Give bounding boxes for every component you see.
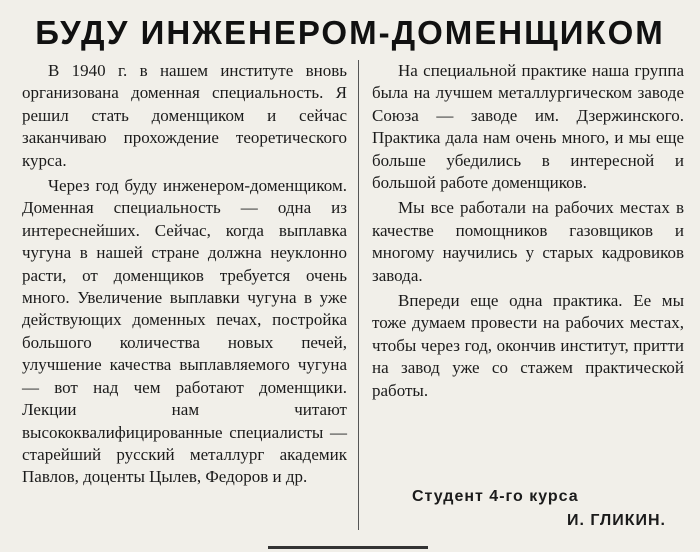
author-name: И. ГЛИКИН. xyxy=(566,512,666,529)
author-role: Студент 4-го курса xyxy=(412,488,579,505)
right-column xyxy=(372,60,684,402)
left-column xyxy=(22,60,347,489)
article-headline: БУДУ ИНЖЕНЕРОМ-ДОМЕНЩИКОМ xyxy=(35,14,665,51)
paragraph: Впереди еще одна практика. Ее мы тоже думаем провести на рабочих местах, чтобы через год, окончив институт, притти на завод уже со стажем практической работы. xyxy=(372,291,684,400)
paragraph: Мы все работали на рабочих местах в качестве помощников газовщиков и многому научились у старых кадровиков завода. xyxy=(372,198,684,285)
paragraph: В 1940 г. в нашем институте вновь организована доменная специальность. Я решил стать доменщиком и сейчас заканчиваю прохождение теоретического курса. xyxy=(22,61,347,170)
paragraph: Через год буду инженером-доменщиком. Доменная специальность — одна из интереснейших. Сейчас, когда выплавка чугуна в нашей стране должна неуклонно расти, от доменщиков требуется очень много. Увеличение выплавки чугуна в уже действующих доменных печах, постройка большого количества новых печей, улучшение качества выплавляемого чугуна — вот над чем работают доменщики. Лекции нам читают высококвалифицированные специалисты — старейший русский металлург академик Павлов, доценты Цылев, Федоров и др. xyxy=(22,176,347,487)
column-divider xyxy=(358,60,359,530)
paragraph: На специальной практике наша группа была на лучшем металлургическом заводе Союза — заводе им. Дзержинского. Практика дала нам очень много, и мы еще больше убедились в интересной и большой работе доменщиков. xyxy=(372,61,684,193)
bottom-rule xyxy=(268,546,428,549)
